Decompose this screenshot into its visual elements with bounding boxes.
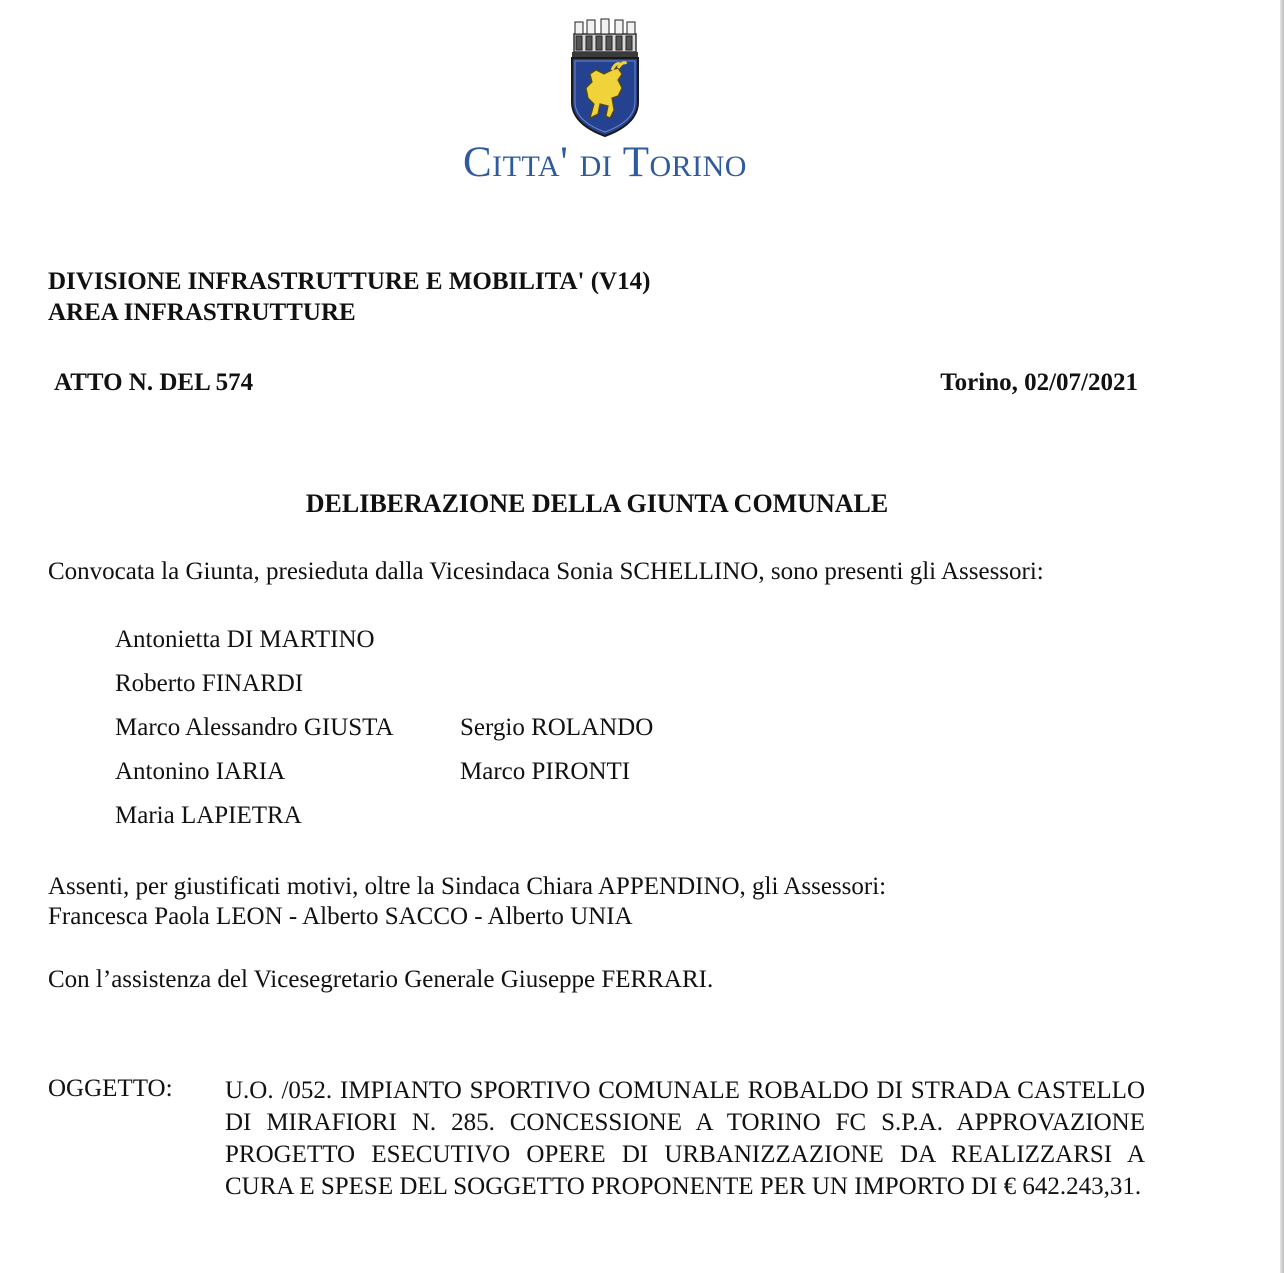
- assessor-name: Maria LAPIETRA: [115, 802, 302, 829]
- table-row: [115, 802, 653, 846]
- city-logo-text: Citta' di Torino: [463, 139, 747, 186]
- division-name: DIVISIONE INFRASTRUTTURE E MOBILITA' (V14): [48, 268, 651, 295]
- table-row: [115, 758, 653, 802]
- assessor-name: Roberto FINARDI: [115, 670, 304, 697]
- area-name: AREA INFRASTRUTTURE: [48, 299, 356, 326]
- assessor-name: Marco Alessandro GIUSTA: [115, 714, 394, 741]
- assessor-name: [460, 626, 653, 670]
- assistance-text: Con l’assistenza del Vicesegretario Generale Giuseppe FERRARI.: [48, 966, 714, 993]
- subject-text: U.O. /052. IMPIANTO SPORTIVO COMUNALE ROBALDO DI STRADA CASTELLO DI MIRAFIORI N. 285. CONCESSIONE A TORINO FC S.P.A. APPROVAZIONE PROGETTO ESECUTIVO OPERE DI URBANIZZAZIONE DA REALIZZARSI A CURA E SPESE DEL SOGGETTO PROPONENTE PER UN IMPORTO DI € 642.243,31.: [225, 1077, 1145, 1200]
- table-row: [115, 670, 653, 714]
- torino-bull-crest-icon: [560, 18, 650, 140]
- act-place-date: Torino, 02/07/2021: [940, 369, 1138, 396]
- subject-label: OGGETTO:: [48, 1075, 173, 1102]
- assessor-name: [460, 802, 653, 846]
- assessor-name: Antonino IARIA: [115, 758, 286, 785]
- assessor-name: Antonietta DI MARTINO: [115, 626, 375, 653]
- absent-text: Assenti, per giustificati motivi, oltre la Sindaca Chiara APPENDINO, gli Assessori:: [48, 873, 887, 900]
- assessor-name: Marco PIRONTI: [460, 758, 631, 785]
- convocation-text: Convocata la Giunta, presieduta dalla Vicesindaca Sonia SCHELLINO, sono presenti gli Assessori:: [48, 558, 1044, 585]
- absent-names: Francesca Paola LEON - Alberto SACCO - Alberto UNIA: [48, 903, 633, 930]
- table-row: [115, 714, 653, 758]
- act-number: ATTO N. DEL 574: [54, 369, 254, 396]
- assessor-name: [460, 670, 653, 714]
- present-assessors-table: [115, 626, 653, 846]
- document-title: DELIBERAZIONE DELLA GIUNTA COMUNALE: [305, 489, 889, 518]
- table-row: [115, 626, 653, 670]
- assessor-name: Sergio ROLANDO: [460, 714, 654, 741]
- page-edge-shadow: [1280, 0, 1284, 1273]
